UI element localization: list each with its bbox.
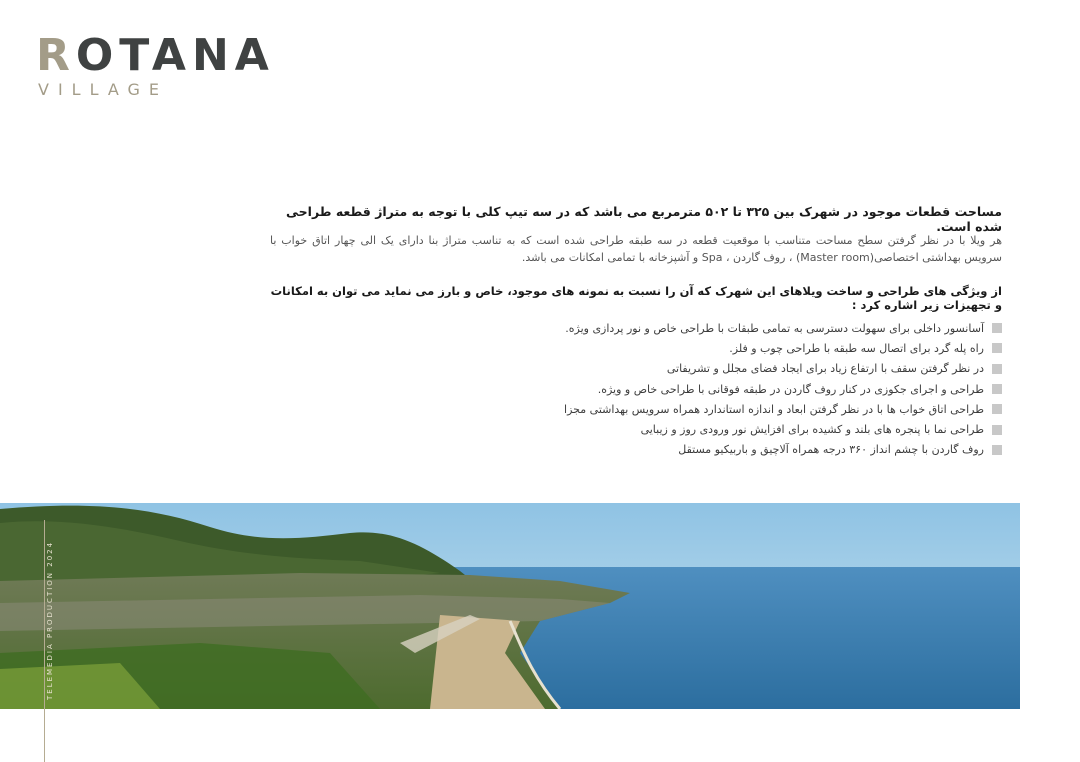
square-bullet-icon xyxy=(992,364,1002,374)
features-list xyxy=(302,318,1002,460)
feature-item xyxy=(302,419,1002,439)
feature-item xyxy=(302,379,1002,399)
feature-item xyxy=(302,440,1002,460)
feature-text: راه پله گرد برای اتصال سه طبقه با طراحی چوب و فلز. xyxy=(729,341,984,355)
feature-item xyxy=(302,399,1002,419)
square-bullet-icon xyxy=(992,323,1002,333)
side-credit: TELEMEDIA PRODUCTION 2024 xyxy=(46,540,54,700)
feature-text: طراحی اتاق خواب ها با در نظر گرفتن ابعاد و اندازه استاندارد همراه سرویس بهداشتی مجزا xyxy=(564,402,984,416)
feature-item xyxy=(302,318,1002,338)
villa-description: هر ویلا با در نظر گرفتن سطح مساحت متناسب با موقعیت قطعه در سه طبقه طراحی شده است که به تناسب متراژ بنا دارای یک الی چهار اتاق خواب با سرویس بهداشتی اختصاصی(Master room) ، روف گاردن ، Spa و آشپزخانه با تمامی امکانات می باشد. xyxy=(270,234,1002,264)
feature-text: طراحی نما با پنجره های بلند و کشیده برای افزایش نور ورودی روز و زیبایی xyxy=(640,423,984,437)
square-bullet-icon xyxy=(992,343,1002,353)
features-intro: از ویژگی های طراحی و ساخت ویلاهای این شهرک که آن را نسبت به نمونه های موجود، خاص و بارز می نماید می توان به امکانات و تجهیزات زیر اشاره کرد : xyxy=(270,284,1002,312)
feature-text: آسانسور داخلی برای سهولت دسترسی به تمامی طبقات با طراحی خاص و نور پردازی ویژه. xyxy=(565,321,984,335)
feature-item xyxy=(302,359,1002,379)
coastal-aerial-photo xyxy=(0,503,1020,709)
coastal-landscape-illustration xyxy=(0,503,1020,709)
square-bullet-icon xyxy=(992,425,1002,435)
logo-subtitle: VILLAGE xyxy=(38,80,169,99)
logo-wordmark xyxy=(36,30,275,81)
area-headline: مساحت قطعات موجود در شهرک بین ۳۲۵ تا ۵۰۲ مترمربع می باشد که در سه تیپ کلی با توجه به متراژ قطعه طراحی شده است. xyxy=(286,204,1002,234)
feature-text: در نظر گرفتن سقف با ارتفاع زیاد برای ایجاد فضای مجلل و تشریفاتی xyxy=(666,362,984,376)
square-bullet-icon xyxy=(992,404,1002,414)
square-bullet-icon xyxy=(992,445,1002,455)
feature-text: روف گاردن با چشم انداز ۳۶۰ درجه همراه آلاچیق و باربیکیو مستقل xyxy=(678,443,984,457)
side-rule xyxy=(44,520,45,762)
rotana-village-logo xyxy=(36,30,276,104)
feature-item xyxy=(302,338,1002,358)
logo-initial: R xyxy=(36,30,76,81)
feature-text: طراحی و اجرای جکوزی در کنار روف گاردن در طبقه فوقانی با طراحی خاص و ویژه. xyxy=(597,382,984,396)
square-bullet-icon xyxy=(992,384,1002,394)
logo-name-rest: OTANA xyxy=(75,30,275,81)
